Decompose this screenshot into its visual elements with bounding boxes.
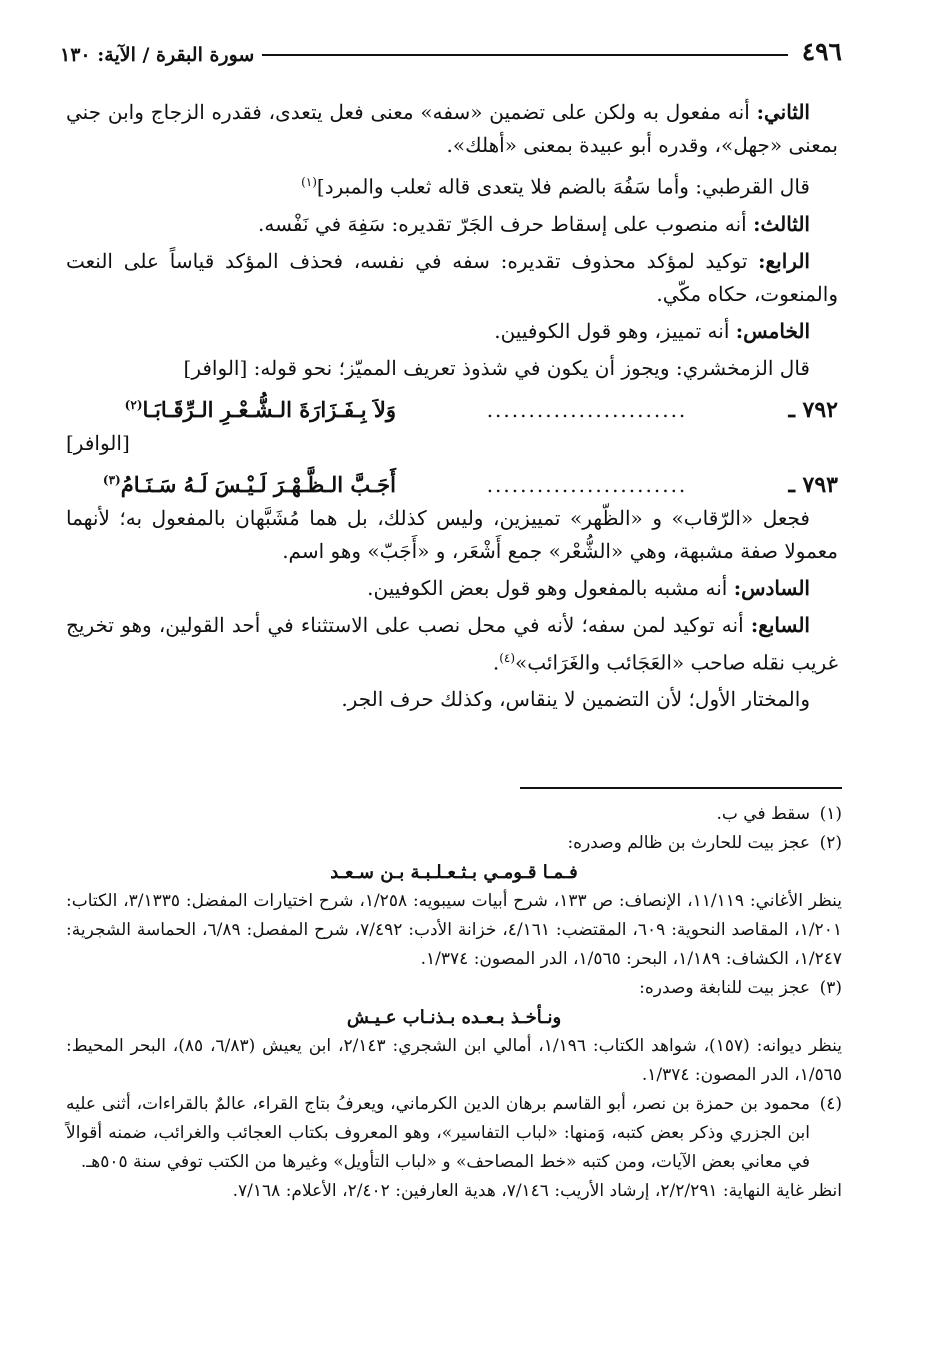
- footnote-ref[interactable]: (٢): [124, 397, 143, 412]
- verse-dots: ........................: [486, 397, 688, 422]
- footnote-4: [66, 1090, 842, 1177]
- verse-793: [66, 464, 838, 502]
- paragraph-sixth: [66, 572, 838, 605]
- label-fourth: الرابع:: [758, 248, 810, 273]
- running-header: [60, 30, 842, 66]
- footnote-text: عجز بيت للنابغة وصدره:: [639, 978, 810, 998]
- footnote-ref[interactable]: (١): [301, 175, 317, 189]
- label-second: الثاني:: [756, 100, 810, 124]
- footnote-text: عجز بيت للحارث بن ظالم وصدره:: [567, 833, 810, 853]
- footnote-1: [66, 800, 842, 829]
- paragraph-text: توكيد لمؤكد محذوف تقديره: سفه في نفسه، فحذف المؤكد قياساً على النعت والمنعوت، حكاه مكّي.: [66, 248, 838, 306]
- footnote-hemistich: فـمـا قـومـي بـثـعـلـبـة بـن سـعـد: [330, 862, 578, 883]
- paragraph-text: أنه مفعول به ولكن على تضمين «سفه» معنى فعل يتعدى، فقدره الزجاج وابن جني بمعنى «جهل»، وقدره أبو عبيدة بمعنى «أهلك».: [66, 100, 838, 157]
- verse-text: وَلاَ بِـفَـزَارَةَ الـشُّـعْـرِ الـرِّقَـابَـا$^{(٢)}$: [124, 396, 396, 422]
- footnote-ref[interactable]: (٤): [499, 650, 516, 665]
- paragraph-zamakhshari: [66, 352, 838, 385]
- paragraph-seventh: السابع: أنه توكيد لمن سفه؛ لأنه في محل نصب على الاستثناء في أحد القولين، وهو تخريج غريب نقله صاحب «العَجَائب والغَرَائب»$^{(٤)}$.: [66, 612, 838, 675]
- paragraph-explanation: فجعل «الرّقاب» و «الظّهر» تمييزين، وليس كذلك، بل هما مُشَبَّهان بالمفعول به؛ لأنهما معمولا صفة مشبهة، وهي «الشُّعْر» جمع أَشْعَر، و «أَجَبّ» وهو اسم.: [66, 505, 838, 563]
- footnote-ref[interactable]: (٣): [102, 472, 121, 487]
- main-text: [66, 96, 838, 720]
- verse-dots: ........................: [486, 472, 688, 497]
- paragraph-fifth: [66, 315, 838, 348]
- label-seventh: السابع:: [750, 612, 810, 637]
- paragraph-text: قال القرطبي: وأما سَفُهَ بالضم فلا يتعدى قاله ثعلب والمبرد]: [316, 174, 810, 199]
- paragraph-conclusion: والمختار الأول؛ لأن التضمين لا ينقاس، وكذلك حرف الجر.: [341, 687, 810, 712]
- footnote-references: ينظر الأغاني: ١١/١١٩، الإنصاف: ص ١٣٣، شرح أبيات سيبويه: ١/٢٥٨، شرح اختيارات المفضل: ٣/١٣٣٥، الكتاب: ١/٢٠١، المقاصد النحوية: ٦٠٩، المقتضب: ٤/١٦١، خزانة الأدب: ٧/٤٩٢، شرح المفصل: ٦/٨٩، الحماسة الشجرية: ١/٢٤٧، الكشاف: ١/١٨٩، البحر: ١/٥٦٥، الدر المصون: ١/٣٧٤.: [66, 891, 842, 969]
- footnote-references: انظر غاية النهاية: ٢/٢/٢٩١، إرشاد الأريب: ٧/١٤٦، هدية العارفين: ٢/٤٠٢، الأعلام: ٧/١٦٨.: [232, 1181, 842, 1201]
- paragraph-text: قال الزمخشري: ويجوز أن يكون في شذوذ تعريف المميّز؛ نحو قوله: [الوافر]: [183, 355, 810, 380]
- header-rule: [262, 40, 787, 56]
- paragraph-text: أنه توكيد لمن سفه؛ لأنه في محل نصب على الاستثناء في أحد القولين، وهو تخريج غريب نقله صاحب «العَجَائب والغَرَائب»: [66, 612, 838, 675]
- footnote-separator: [520, 787, 842, 789]
- footnote-hemistich: ونـأخـذ بـعـده بـذنـاب عـيـش: [346, 1007, 562, 1028]
- page-number: ٤٩٦: [801, 37, 842, 66]
- paragraph-third: [66, 208, 838, 241]
- footnote-2: [66, 829, 842, 858]
- footnote-text: سقط في ب.: [716, 804, 810, 824]
- footnote-number: (٤): [819, 1094, 842, 1114]
- header-title: سورة البقرة / الآية: ١٣٠: [60, 44, 255, 66]
- footnote-number: (١): [819, 804, 842, 824]
- verse-number: ٧٩٣ ـ: [788, 471, 838, 498]
- footnote-3: [66, 974, 842, 1003]
- paragraph-text: أنه تمييز، وهو قول الكوفيين.: [494, 318, 730, 343]
- footnotes: [66, 800, 842, 1206]
- verse-text: أَجَـبَّ الـظَّـهْـرَ لَـيْـسَ لَـهُ سَـنَـامُ$^{(٣)}$: [102, 471, 396, 497]
- paragraph-second: [66, 96, 838, 162]
- paragraph-text: أنه مشبه بالمفعول وهو قول بعض الكوفيين.: [367, 575, 728, 600]
- footnote-references: ينظر ديوانه: (١٥٧)، شواهد الكتاب: ١/١٩٦، أمالي ابن الشجري: ٢/١٤٣، ابن يعيش (٦/٨٣، ٨٥)، البحر المحيط: ١/٥٦٥، الدر المصون: ١/٣٧٤.: [66, 1036, 843, 1085]
- label-fifth: الخامس:: [735, 318, 810, 343]
- label-third: الثالث:: [753, 211, 810, 236]
- paragraph-text: أنه منصوب على إسقاط حرف الجَرّ تقديره: سَفِهَ في نَفْسه.: [258, 211, 747, 236]
- paragraph-qurtubi: [66, 166, 838, 204]
- footnote-text: محمود بن حمزة بن نصر، أبو القاسم برهان الدين الكرماني، ويعرفُ بتاج القراء، عالمٌ بالقراءات، أثنى عليه ابن الجزري وذكر بعض كتبه، وَمنها: «لباب التفاسير»، وهو المعروف بكتاب العجائب والغرائب، ضمنه أقوالاً في معاني بعض الآيات، ومن كتبه «خط المصاحف» و «لباب التأويل» وغيرها من الكتب توفي سنة ٥٠٥هـ.: [66, 1094, 810, 1172]
- meter-label: [الوافر]: [66, 430, 130, 455]
- verse-number: ٧٩٢ ـ: [788, 396, 838, 423]
- footnote-number: (٢): [819, 833, 842, 853]
- label-sixth: السادس:: [733, 575, 810, 600]
- verse-792: [66, 389, 838, 427]
- paragraph-fourth: [66, 245, 838, 311]
- footnote-number: (٣): [819, 978, 842, 998]
